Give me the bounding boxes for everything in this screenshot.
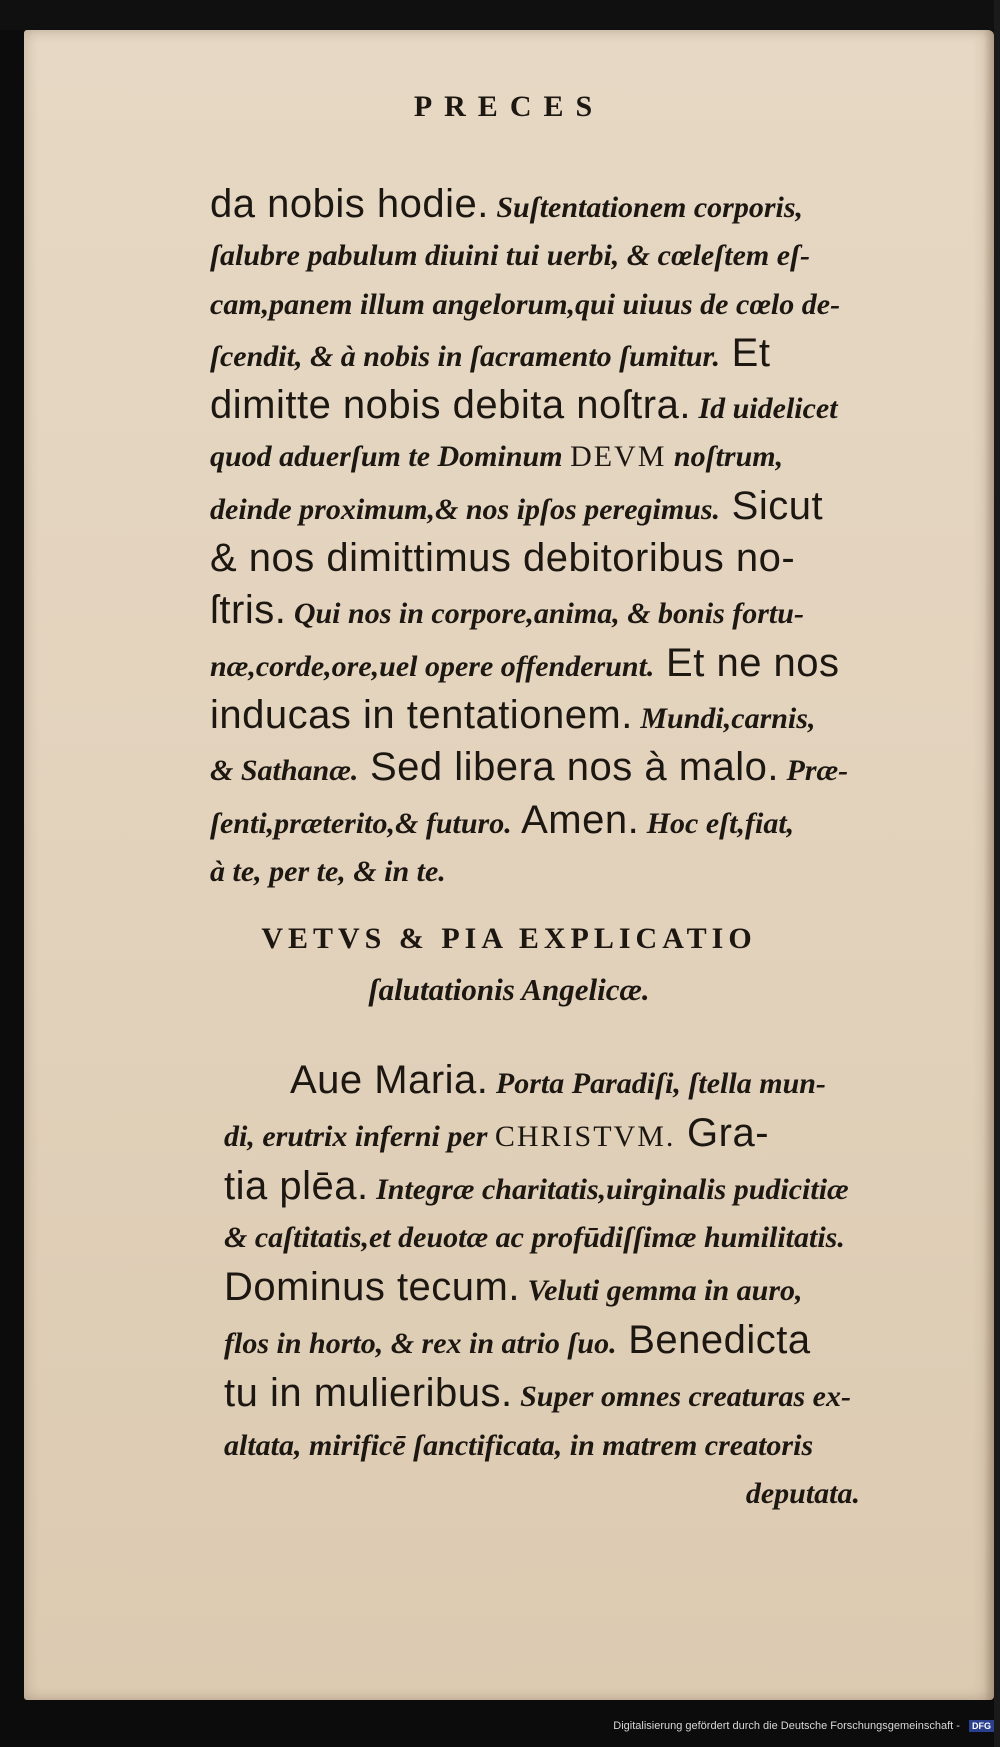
- gloss-text: næ,corde,ore,uel opere offenderunt.: [210, 649, 655, 683]
- prayer-line: [210, 329, 870, 381]
- ave-maria-text: [224, 1056, 872, 1519]
- prayer-line: [210, 691, 870, 743]
- ave-line: [224, 1316, 872, 1369]
- prayer-phrase: Sed libera nos à malo.: [358, 745, 780, 790]
- gloss-text: quod aduerſum te Dominum: [210, 440, 571, 474]
- gloss-text: deinde proximum,& nos ipſos peregimus.: [210, 492, 721, 526]
- prayer-line: [210, 534, 870, 586]
- prayer-line: [210, 232, 870, 280]
- prayer-phrase: Benedicta: [616, 1317, 811, 1362]
- gloss-text: flos in horto, & rex in atrio ſuo.: [224, 1326, 617, 1360]
- prayer-phrase: & nos dimittimus debitoribus no-: [210, 536, 796, 581]
- ave-line: [224, 1470, 872, 1519]
- prayer-phrase: Aue Maria.: [290, 1058, 489, 1102]
- gloss-text: ſalubre pabulum diuini tui uerbi, & cœleſtem eſ-: [210, 239, 811, 273]
- lords-prayer-text: [210, 180, 870, 896]
- gloss-text: Super omnes creaturas ex-: [512, 1379, 851, 1413]
- prayer-phrase: inducas in tentationem.: [210, 692, 633, 737]
- prayer-line: [210, 639, 870, 691]
- gloss-text: noſtrum,: [666, 440, 784, 474]
- prayer-line: [210, 433, 870, 481]
- gloss-text: di, erutrix inferni per: [224, 1119, 495, 1153]
- gloss-text: Hoc eſt,fiat,: [639, 806, 795, 840]
- prayer-phrase: da nobis hodie.: [210, 182, 489, 226]
- prayer-phrase: Et ne nos: [654, 640, 840, 685]
- ave-line: [224, 1109, 872, 1162]
- prayer-line: [210, 848, 870, 896]
- prayer-phrase: tia plēa.: [224, 1163, 369, 1208]
- section-title: VETVS & PIA EXPLICATIO: [261, 922, 757, 955]
- gloss-text: Qui nos in corpore,anima, & bonis fortu-: [286, 597, 804, 631]
- gloss-text: altata, mirificē ſanctificata, in matrem creatoris: [224, 1428, 814, 1462]
- dfg-logo: DFG: [969, 1720, 994, 1732]
- prayer-phrase: dimitte nobis debita noſtra.: [210, 383, 691, 428]
- ave-line: [224, 1214, 872, 1263]
- ave-line: [224, 1056, 872, 1109]
- capitalized-name: DEVM: [570, 440, 667, 474]
- gloss-text: Integræ charitatis,uirginalis pudicitiæ: [368, 1172, 849, 1206]
- prayer-phrase: Amen.: [511, 797, 640, 842]
- footer-credit: Digitalisierung gefördert durch die Deutsche Forschungsgemeinschaft -: [613, 1720, 960, 1732]
- running-head: PRECES: [413, 90, 605, 123]
- gloss-text: deputata.: [745, 1477, 860, 1511]
- gloss-text: & caſtitatis,et deuotæ ac profūdiſſimæ humilitatis.: [224, 1221, 845, 1255]
- section-subtitle: ſalutationis Angelicæ.: [368, 972, 650, 1007]
- gloss-text: Præ-: [779, 754, 849, 788]
- digitization-footer: [0, 1720, 994, 1732]
- scan-top-border: [0, 0, 1000, 30]
- ave-line: [224, 1162, 872, 1215]
- page-edge-shadow: [984, 30, 994, 1700]
- gloss-text: Porta Paradiſi, ſtella mun-: [488, 1067, 826, 1100]
- gloss-text: Mundi,carnis,: [632, 701, 816, 735]
- prayer-phrase: Sicut: [720, 483, 824, 528]
- book-page: [24, 30, 994, 1700]
- prayer-line: [210, 482, 870, 534]
- prayer-line: [210, 180, 870, 232]
- gloss-text: à te, per te, & in te.: [210, 854, 446, 888]
- gloss-text: & Sathanæ.: [210, 754, 359, 788]
- gloss-text: ſenti,præterito,& futuro.: [210, 806, 512, 840]
- gloss-text: Id uidelicet: [690, 392, 838, 426]
- prayer-line: [210, 586, 870, 638]
- prayer-line: [210, 796, 870, 848]
- prayer-line: [210, 743, 870, 795]
- ave-line: [224, 1422, 872, 1471]
- prayer-phrase: tu in mulieribus.: [224, 1370, 513, 1415]
- gloss-text: Suſtentationem corporis,: [488, 191, 804, 224]
- prayer-phrase: Dominus tecum.: [224, 1265, 520, 1310]
- prayer-line: [210, 281, 870, 329]
- prayer-phrase: ſtris.: [210, 588, 287, 633]
- prayer-phrase: Et: [720, 330, 771, 375]
- gloss-text: cam,panem illum angelorum,qui uiuus de cœlo de-: [210, 287, 841, 321]
- prayer-line: [210, 381, 870, 433]
- capitalized-name: CHRISTVM.: [494, 1119, 676, 1153]
- prayer-phrase: Gra-: [675, 1110, 770, 1155]
- scan-right-border: [994, 0, 1000, 1747]
- ave-line: [224, 1263, 872, 1316]
- gloss-text: Veluti gemma in auro,: [519, 1274, 803, 1308]
- gloss-text: ſcendit, & à nobis in ſacramento ſumitur.: [210, 339, 721, 373]
- ave-line: [224, 1369, 872, 1422]
